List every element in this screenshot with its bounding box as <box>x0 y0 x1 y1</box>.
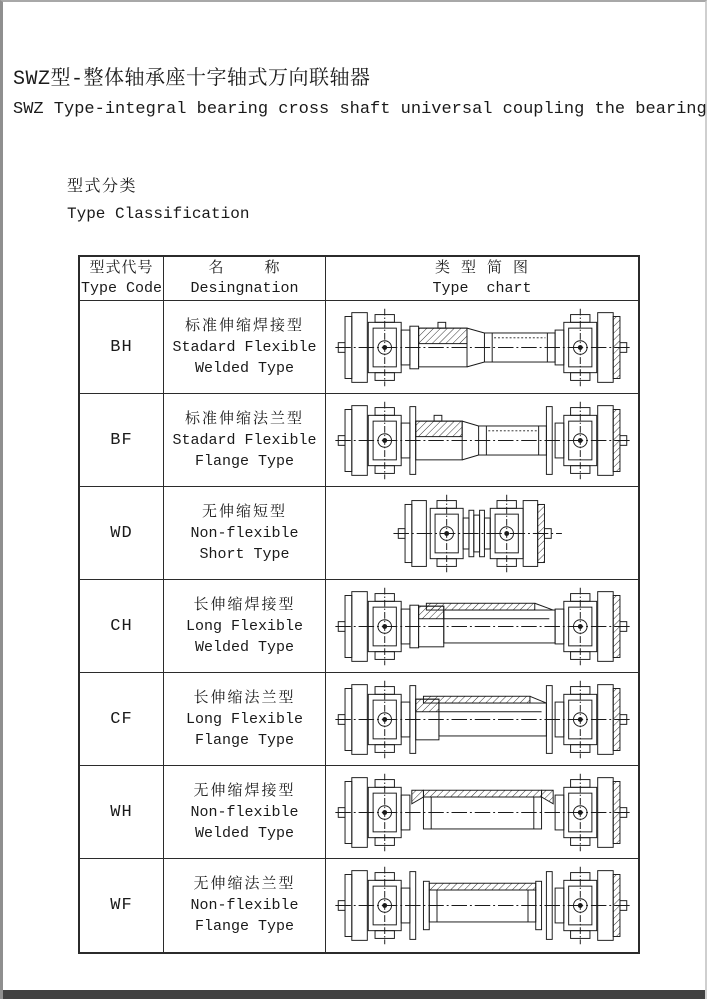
designation-zh: 无伸缩焊接型 <box>193 782 296 800</box>
type-code: WF <box>80 859 164 952</box>
coupling-drawing-ch <box>326 581 639 672</box>
table-header-row <box>80 257 638 301</box>
type-code: WH <box>80 766 164 858</box>
designation-en-line1: Long Flexible <box>185 617 304 635</box>
type-code: WD <box>80 487 164 579</box>
designation-zh: 长伸缩焊接型 <box>193 596 296 614</box>
designation-zh: 长伸缩法兰型 <box>193 689 296 707</box>
section-heading <box>67 174 249 228</box>
header-designation <box>164 257 326 300</box>
type-chart-cell <box>326 394 639 486</box>
designation-en-line1: Non-flexible <box>190 803 299 821</box>
table-row-bf <box>80 394 638 487</box>
header-type-chart-zh: 类 型 简 图 <box>434 260 529 277</box>
designation-zh: 无伸缩法兰型 <box>193 876 296 893</box>
table-row-cf <box>80 673 638 766</box>
designation-en-line2: Short Type <box>199 545 290 563</box>
type-chart-cell <box>326 766 639 858</box>
designation-en-line2: Flange Type <box>194 731 295 749</box>
designation <box>164 394 326 486</box>
designation-en-line1: Stadard Flexible <box>172 431 317 449</box>
designation-en-line1: Stadard Flexible <box>172 338 317 356</box>
designation <box>164 580 326 672</box>
coupling-drawing-bf <box>326 395 639 486</box>
designation <box>164 766 326 858</box>
type-code: CH <box>80 580 164 672</box>
type-code: BH <box>80 301 164 393</box>
type-chart-cell <box>326 487 639 579</box>
designation-en-line1: Non-flexible <box>190 524 299 542</box>
table-row-wh <box>80 766 638 859</box>
header-designation-en: Desingnation <box>190 280 299 297</box>
type-chart-cell <box>326 301 639 393</box>
coupling-drawing-cf <box>326 674 639 765</box>
header-type-code-en: Type Code <box>80 280 162 297</box>
coupling-drawing-wf <box>326 860 639 951</box>
type-chart-cell <box>326 580 639 672</box>
table-row-bh <box>80 301 638 394</box>
coupling-drawing-bh <box>326 302 639 393</box>
designation <box>164 859 326 952</box>
designation-en-line2: Flange Type <box>194 918 295 935</box>
designation-en-line2: Flange Type <box>194 452 295 470</box>
header-designation-zh: 名 称 <box>208 260 281 277</box>
type-classification-table <box>78 255 640 954</box>
page-title-en: SWZ Type-integral bearing cross shaft universal coupling the bearing <box>13 100 707 119</box>
designation-zh: 标准伸缩法兰型 <box>184 410 304 428</box>
table-row-wd <box>80 487 638 580</box>
designation-en-line1: Long Flexible <box>185 710 304 728</box>
designation-en-line2: Welded Type <box>194 824 295 842</box>
designation <box>164 673 326 765</box>
table-row-wf <box>80 859 638 952</box>
header-type-code <box>80 257 164 300</box>
designation-en-line2: Welded Type <box>194 359 295 377</box>
designation <box>164 301 326 393</box>
type-code: CF <box>80 673 164 765</box>
section-heading-en: Type Classification <box>67 205 250 223</box>
header-type-chart-en: Type chart <box>432 280 532 297</box>
designation <box>164 487 326 579</box>
coupling-drawing-wh <box>326 767 639 858</box>
page-bottom-edge <box>3 990 705 999</box>
header-type-chart <box>326 257 638 300</box>
section-heading-zh: 型式分类 <box>67 178 138 196</box>
type-code: BF <box>80 394 164 486</box>
coupling-drawing-wd <box>326 488 639 579</box>
table-row-ch <box>80 580 638 673</box>
designation-zh: 无伸缩短型 <box>201 503 287 521</box>
designation-en-line2: Welded Type <box>194 638 295 656</box>
type-chart-cell <box>326 859 639 952</box>
designation-zh: 标准伸缩焊接型 <box>184 317 304 335</box>
page-title-block <box>13 64 707 125</box>
designation-en-line1: Non-flexible <box>190 897 299 914</box>
page-title-zh: SWZ型-整体轴承座十字轴式万向联轴器 <box>13 68 371 91</box>
header-type-code-zh: 型式代号 <box>89 260 154 277</box>
type-chart-cell <box>326 673 639 765</box>
